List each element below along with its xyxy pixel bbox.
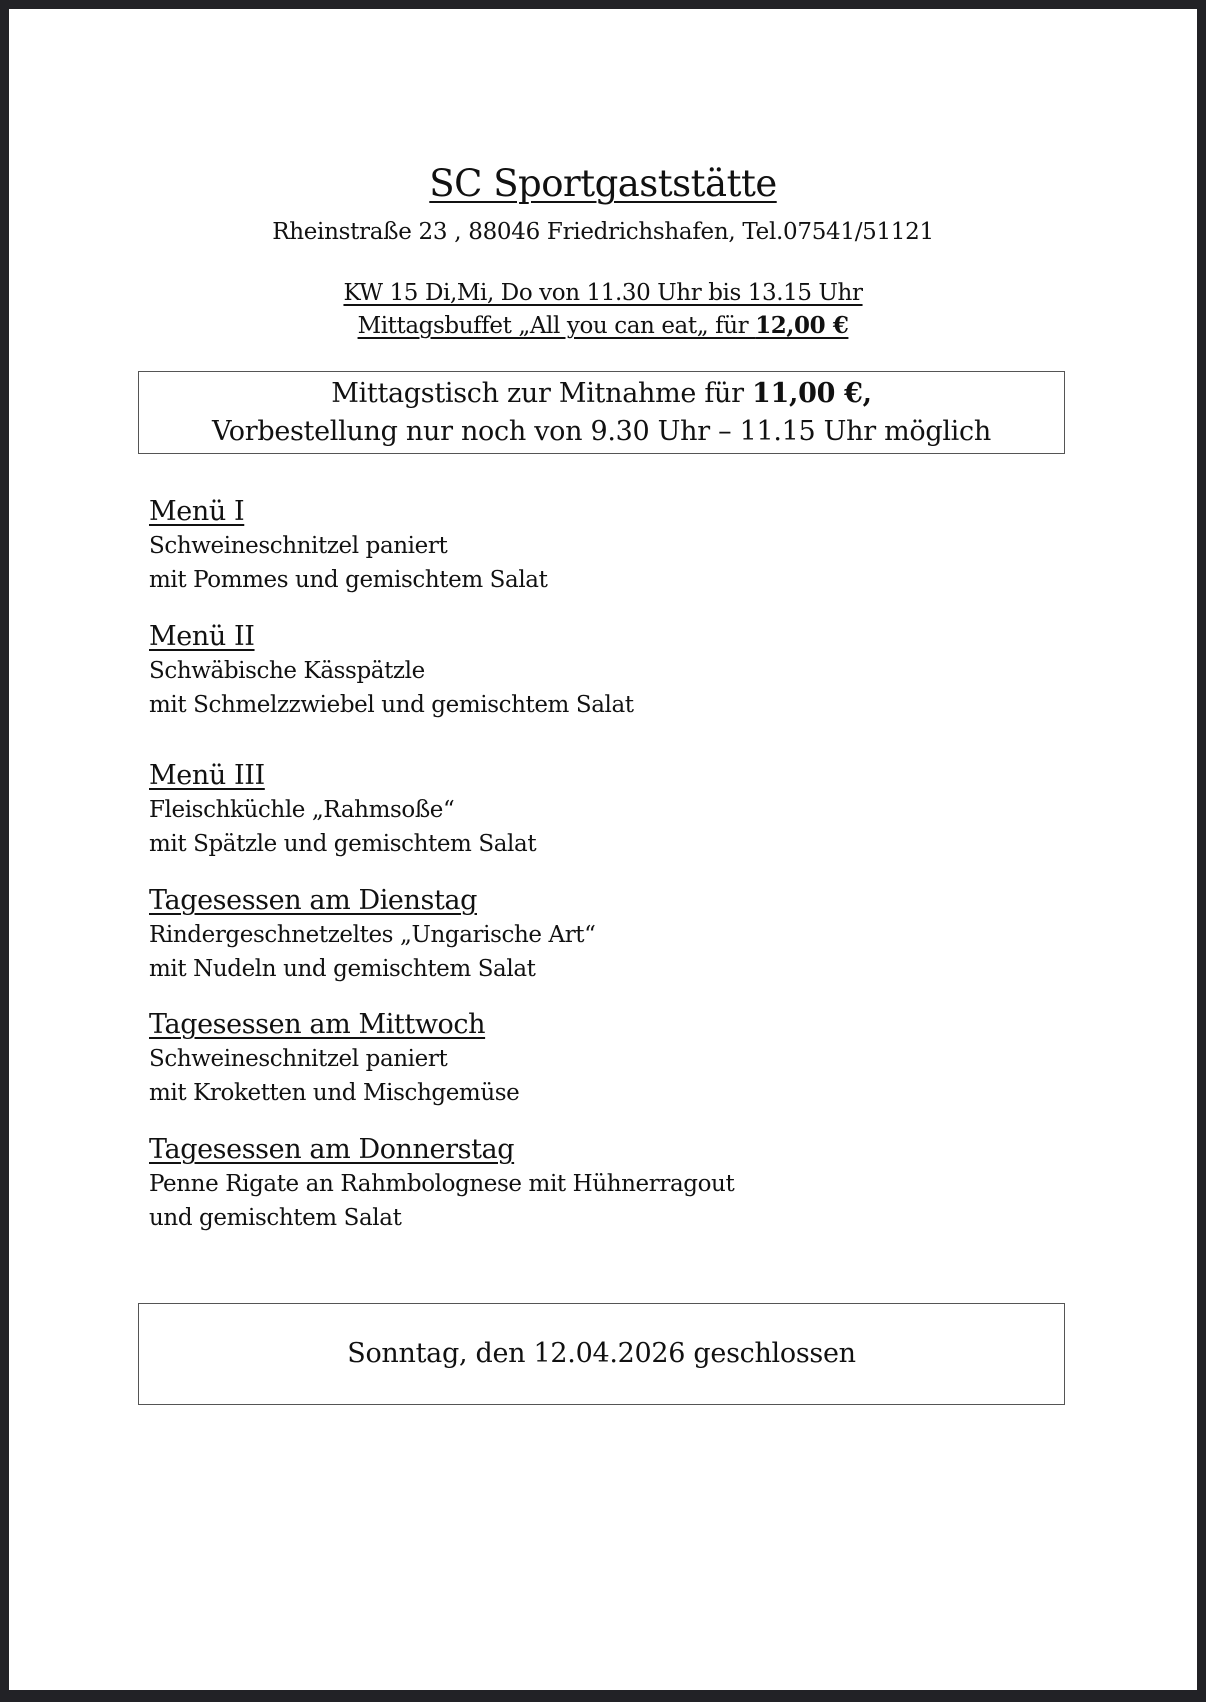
menu-item <box>149 759 536 861</box>
menu-description: Schwäbische Kässpätzle <box>149 658 425 684</box>
menu-description: und gemischtem Salat <box>149 1205 402 1231</box>
menu-item <box>149 495 547 597</box>
buffet-label: Mittagsbuffet „All you can eat„ für <box>357 313 756 339</box>
buffet-price: 12,00 € <box>755 312 849 339</box>
menu-heading: Menü II <box>149 621 255 652</box>
closed-notice: Sonntag, den 12.04.2026 geschlossen <box>347 1338 856 1369</box>
menu-description: mit Nudeln und gemischtem Salat <box>149 956 536 982</box>
menu-document <box>9 9 1197 1690</box>
menu-heading: Tagesessen am Donnerstag <box>149 1134 515 1165</box>
takeaway-price-line <box>139 375 1064 413</box>
preorder-line: Vorbestellung nur noch von 9.30 Uhr – 11.15 Uhr möglich <box>212 416 991 447</box>
menu-description: Fleischküchle „Rahmsoße“ <box>149 797 455 823</box>
address-line: Rheinstraße 23 , 88046 Friedrichshafen, Tel.07541/51121 <box>272 219 934 245</box>
restaurant-title: SC Sportgaststätte <box>429 162 777 205</box>
menu-description: mit Schmelzzwiebel und gemischtem Salat <box>149 692 634 718</box>
menu-description: Rindergeschnetzeltes „Ungarische Art“ <box>149 922 596 948</box>
menu-item <box>149 620 634 722</box>
week-hours-line: KW 15 Di,Mi, Do von 11.30 Uhr bis 13.15 Uhr <box>343 280 863 306</box>
menu-heading: Tagesessen am Dienstag <box>149 885 477 916</box>
menu-description: Schweineschnitzel paniert <box>149 1046 448 1072</box>
takeaway-price: 11,00 €, <box>752 378 872 409</box>
closed-notice-box <box>138 1303 1065 1405</box>
takeaway-label: Mittagstisch zur Mitnahme für <box>331 378 753 409</box>
menu-description: mit Spätzle und gemischtem Salat <box>149 831 537 857</box>
menu-heading: Tagesessen am Mittwoch <box>149 1009 486 1040</box>
menu-description: mit Pommes und gemischtem Salat <box>149 567 548 593</box>
menu-heading: Menü III <box>149 760 265 791</box>
menu-item <box>149 1133 734 1235</box>
menu-description: Schweineschnitzel paniert <box>149 533 448 559</box>
takeaway-box <box>138 371 1065 454</box>
menu-heading: Menü I <box>149 496 245 527</box>
buffet-line <box>9 311 1197 341</box>
menu-item <box>149 884 596 986</box>
menu-description: mit Kroketten und Mischgemüse <box>149 1080 520 1106</box>
menu-item <box>149 1008 519 1110</box>
menu-description: Penne Rigate an Rahmbolognese mit Hühnerragout <box>149 1171 735 1197</box>
